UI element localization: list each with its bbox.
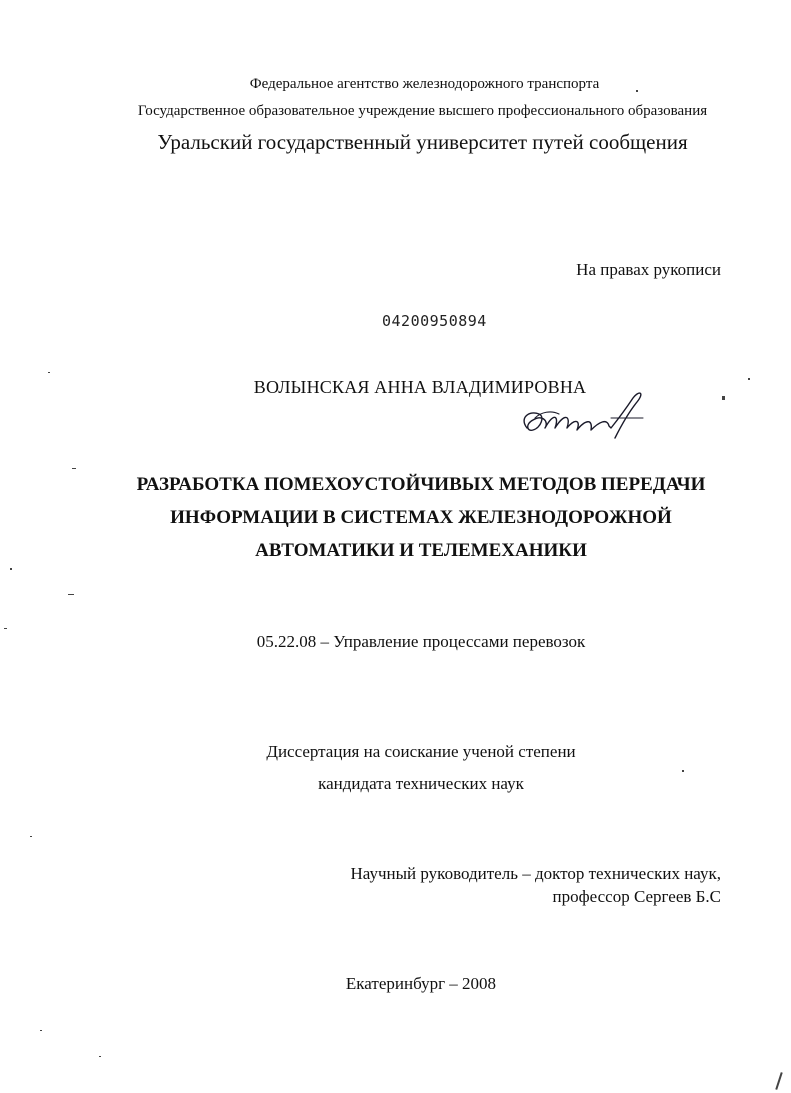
scan-speck	[636, 90, 638, 92]
title-line: РАЗРАБОТКА ПОМЕХОУСТОЙЧИВЫХ МЕТОДОВ ПЕРЕДАЧИ	[136, 474, 706, 495]
title-line: АВТОМАТИКИ И ТЕЛЕМЕХАНИКИ	[255, 540, 587, 561]
title-line: ИНФОРМАЦИИ В СИСТЕМАХ ЖЕЛЕЗНОДОРОЖНОЙ	[170, 507, 672, 528]
scan-speck	[30, 836, 32, 837]
scan-speck	[722, 396, 725, 400]
dissertation-title	[0, 468, 791, 567]
rights-note: На правах рукописи	[576, 260, 721, 279]
scan-speck	[10, 568, 12, 570]
degree-line: Диссертация на соискание ученой степени	[266, 742, 576, 761]
supervisor-line: профессор Сергеев Б.С	[552, 887, 721, 906]
supervisor-info	[351, 862, 721, 908]
institution-heading: Государственное образовательное учреждение высшего профессионального образования	[137, 103, 708, 119]
scan-speck	[682, 770, 684, 772]
supervisor-line: Научный руководитель – доктор технических наук,	[350, 864, 721, 883]
scan-speck	[72, 468, 76, 469]
signature-image	[515, 388, 655, 448]
scan-speck	[99, 1056, 101, 1057]
agency-heading: Федеральное агентство железнодорожного транспорта	[249, 76, 600, 92]
degree-statement	[0, 736, 791, 800]
scan-speck	[748, 378, 750, 380]
scan-speck	[40, 1030, 42, 1031]
city-year: Екатеринбург – 2008	[345, 974, 497, 993]
scan-speck	[4, 628, 7, 629]
author-name: ВОЛЫНСКАЯ АННА ВЛАДИМИРОВНА	[253, 377, 587, 397]
scan-speck	[68, 594, 74, 595]
specialty-code: 05.22.08 – Управление процессами перевозок	[256, 632, 586, 651]
university-heading: Уральский государственный университет путей сообщения	[157, 130, 688, 154]
scan-speck	[775, 1072, 782, 1090]
registration-number: 04200950894	[382, 312, 487, 330]
scan-speck	[48, 372, 50, 373]
degree-line: кандидата технических наук	[318, 774, 524, 793]
